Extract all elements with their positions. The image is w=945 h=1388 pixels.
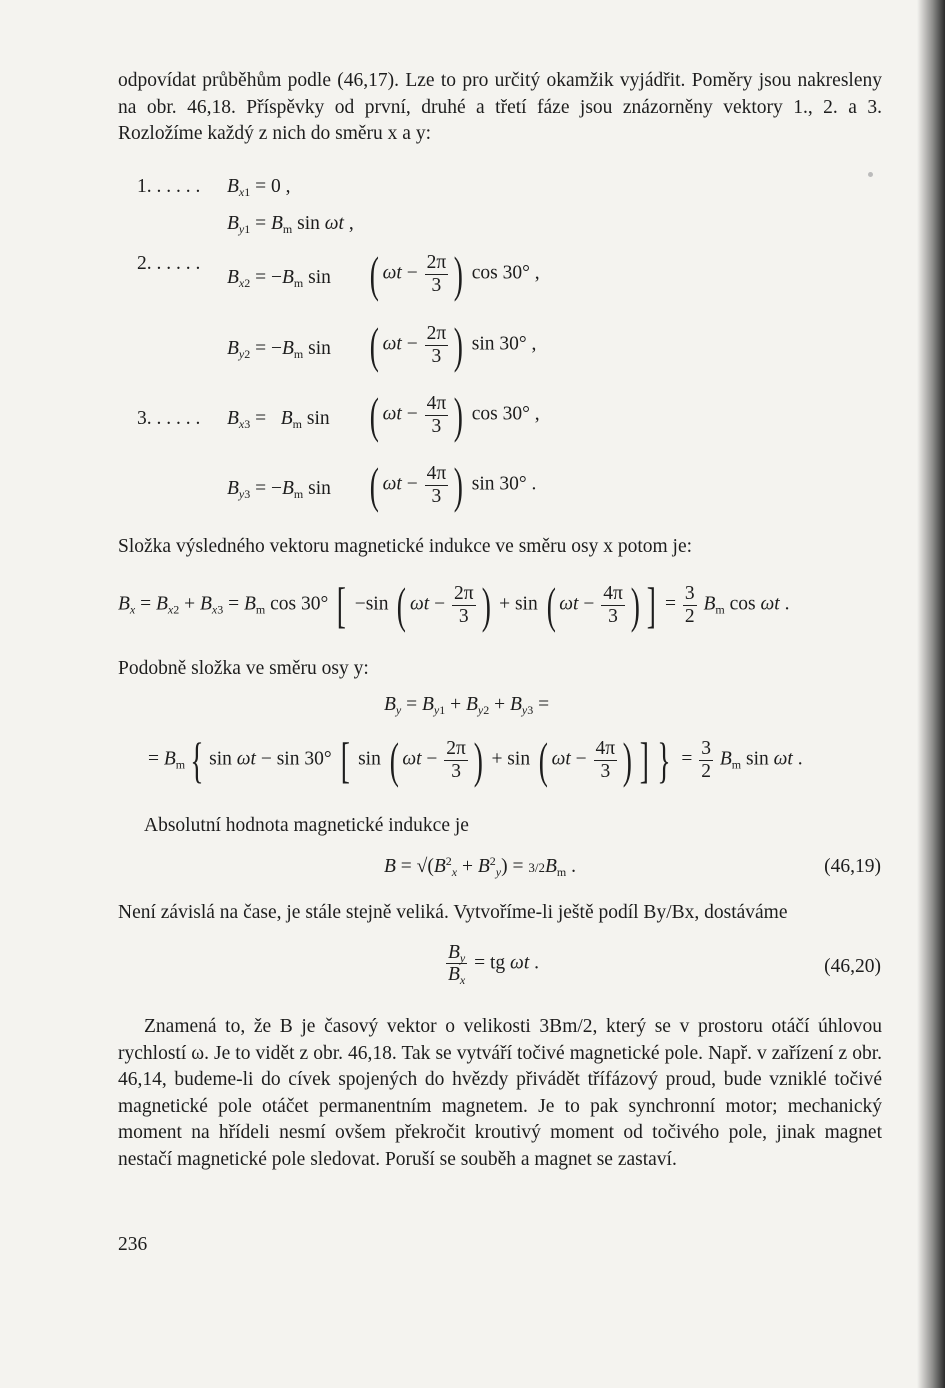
equation-number-46-20: (46,20) [824,956,881,977]
paragraph-y-component: Podobně složka ve směru osy y: [118,658,369,679]
eq-magnitude: $B = √(B^2_x + B^2_y) = 3/2B_m$ . [384,854,577,879]
eq-bx3: 3. . . . . . $B_{x3} = B_m$ sin [137,408,330,431]
eq-bx-total: $B_x = B_{x2} + B_{x3} = B_m$ cos 30° [ −sin ( ωt − $\frac{2\pi}{3}$ ) + sin ( ωt − $\frac{4\pi}{3}$ ) ] = $\frac{3}{2}$ $B_m$ cos ωt . [118,577,790,633]
eq-ratio: $\frac{B_y}{B_x}$ = tg ωt . [448,942,539,988]
eq-by3-args: ( ωt − $\frac{4\pi}{3}$ ) sin 30° . [369,457,537,513]
paragraph-rotating-field: Znamená to, že B je časový vektor o velikosti 3Bm/2, který se v prostoru otáčí úhlovou rychlostí ω. Je to vidět z obr. 46,18. Tak se vytváří točivé magnetické pole. Např. v zařízení z obr. 46,14, budeme-li do cívek spojených do hvězdy přivádět třífázový proud, bude vzniklé točivé magnetické pole otáčet permanentním magnetem. Je to pak synchronní motor; mechanický moment na hřídeli nesmí ovšem překročit kroutivý moment od točivého pole, jinak magnet nestačí magnetické pole sledovat. Poruší se souběh a magnet se zastaví. [118,1016,882,1170]
page-edge-shadow [917,0,945,1388]
paragraph-x-component: Složka výsledného vektoru magnetické indukce ve směru osy x potom je: [118,536,693,557]
eq-by-sum: $B_y = B_{y1} + B_{y2} + B_{y3}$ = [384,694,550,717]
paragraph-intro: odpovídat průběhům podle (46,17). Lze to pro určitý okamžik vyjádřit. Poměry jsou nakresleny na obr. 46,18. Příspěvky od první, druhé a třetí fáze jsou znázorněny vektory 1., 2. a 3. Rozložíme každý z nich do směru x a y: [118,70,882,145]
eq-by-total: = $B_m$ { sin ωt − sin 30° [ sin ( ωt − $\frac{2\pi}{3}$ ) + sin ( ωt − $\frac{4\pi}{3}$ ) ] } = $\frac{3}{2}$ $B_m$ sin ωt . [148,732,803,788]
eq-bx3-args: ( ωt − $\frac{4\pi}{3}$ ) cos 30° , [369,387,540,443]
eq-by1: $B_{y1} = B_m$ sin ωt , [227,213,354,236]
eq-bx2-args: ( ωt − $\frac{2\pi}{3}$ ) cos 30° , [369,246,540,302]
paragraph-ratio: Není závislá na čase, je stále stejně veliká. Vytvoříme-li ještě podíl By/Bx, dostáváme [118,902,788,923]
eq-by3: $B_{y3} = -B_m$ sin [227,478,331,501]
equation-number-46-19: (46,19) [824,856,881,877]
eq-by2-args: ( ωt − $\frac{2\pi}{3}$ ) sin 30° , [369,317,537,373]
paragraph-magnitude: Absolutní hodnota magnetické indukce je [144,815,469,836]
paper-speck [868,172,873,177]
eq-by2: $B_{y2} = -B_m$ sin [227,338,331,361]
page-number: 236 [118,1234,148,1255]
eq-bx2: 2. . . . . . $B_{x2} = -B_m$ sin [137,253,331,290]
list-number-2: 2. . . . . . [137,253,201,274]
list-number-3: 3. . . . . . [137,408,201,429]
eq-bx1: 1. . . . . . $B_{x1} = 0$ , [137,176,291,199]
list-number-1: 1. . . . . . [137,176,201,197]
